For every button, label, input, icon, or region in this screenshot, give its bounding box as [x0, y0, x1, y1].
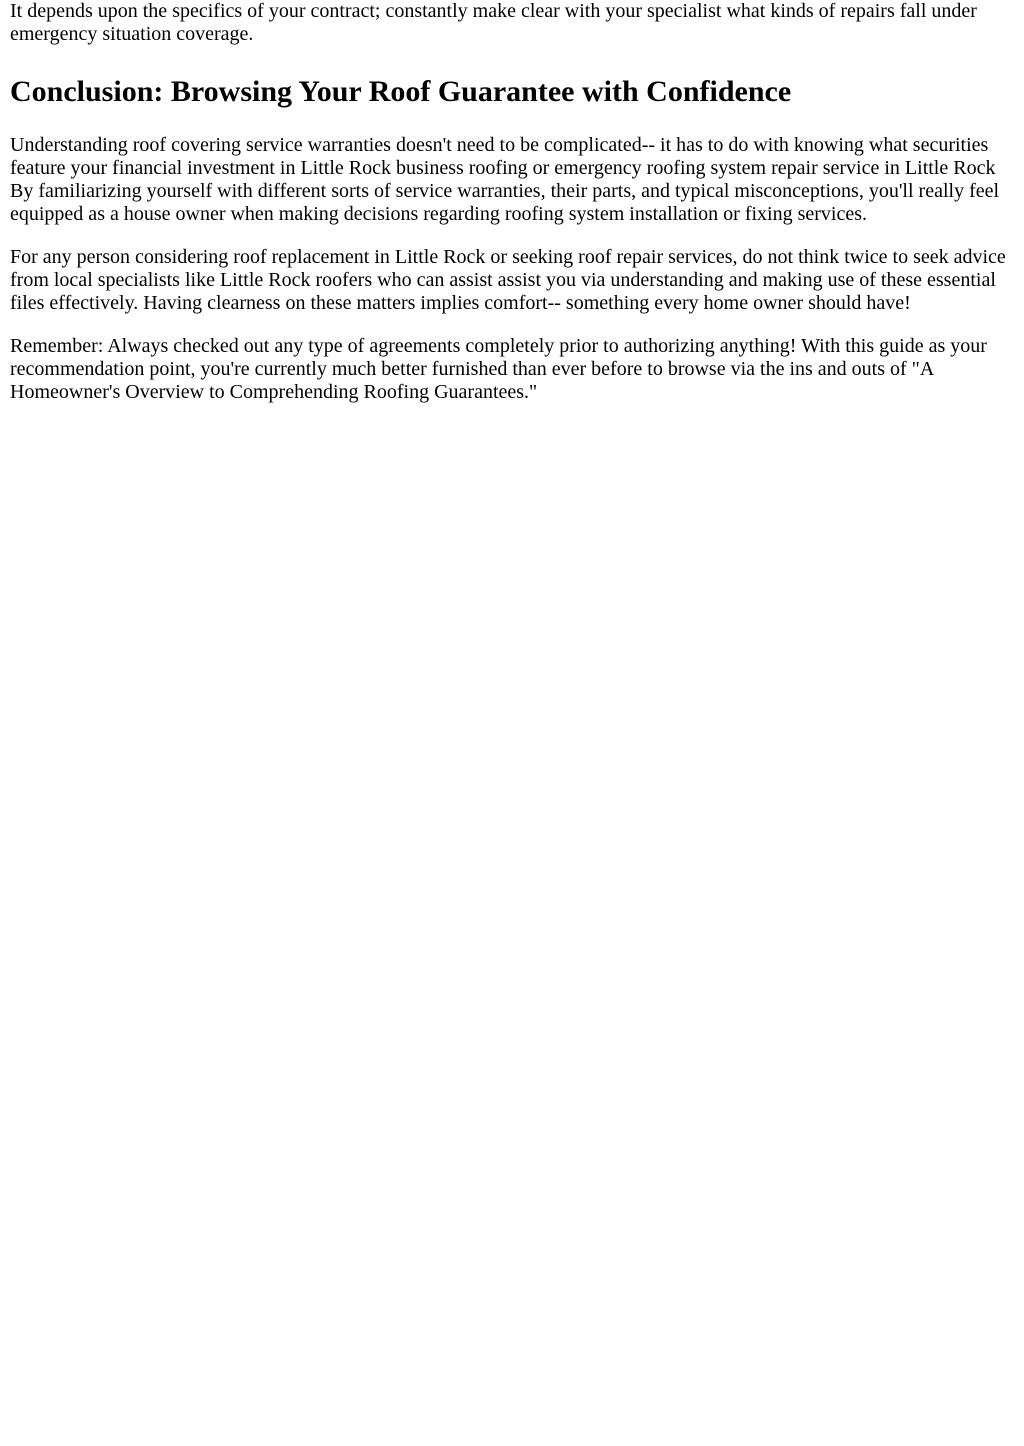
conclusion-paragraph-2: For any person considering roof replacement in Little Rock or seeking roof repair services, do not think twice to seek advice from local specialists like Little Rock roofers who can assist assist you via understanding and making use of these essential files effectively. Having clearness on these matters implies comfort-- something every home owner should have!: [10, 245, 1006, 315]
conclusion-paragraph-3: Remember: Always checked out any type of agreements completely prior to authorizing anything! With this guide as your recommendation point, you're currently much better furnished than ever before to browse via the ins and outs of "A Homeowner's Overview to Comprehending Roofing Guarantees.": [10, 334, 987, 404]
intro-paragraph: It depends upon the specifics of your contract; constantly make clear with your specialist what kinds of repairs fall under emergency situation coverage.: [10, 0, 977, 46]
section-heading: Conclusion: Browsing Your Roof Guarantee with Confidence: [10, 74, 792, 108]
conclusion-paragraph-1: Understanding roof covering service warranties doesn't need to be complicated-- it has to do with knowing what securities feature your financial investment in Little Rock business roofing or emergency roofing system repair service in Little Rock By familiarizing yourself with different sorts of service warranties, their parts, and typical misconceptions, you'll really feel equipped as a house owner when making decisions regarding roofing system installation or fixing services.: [10, 133, 1000, 226]
article-body: [0, 0, 1024, 405]
